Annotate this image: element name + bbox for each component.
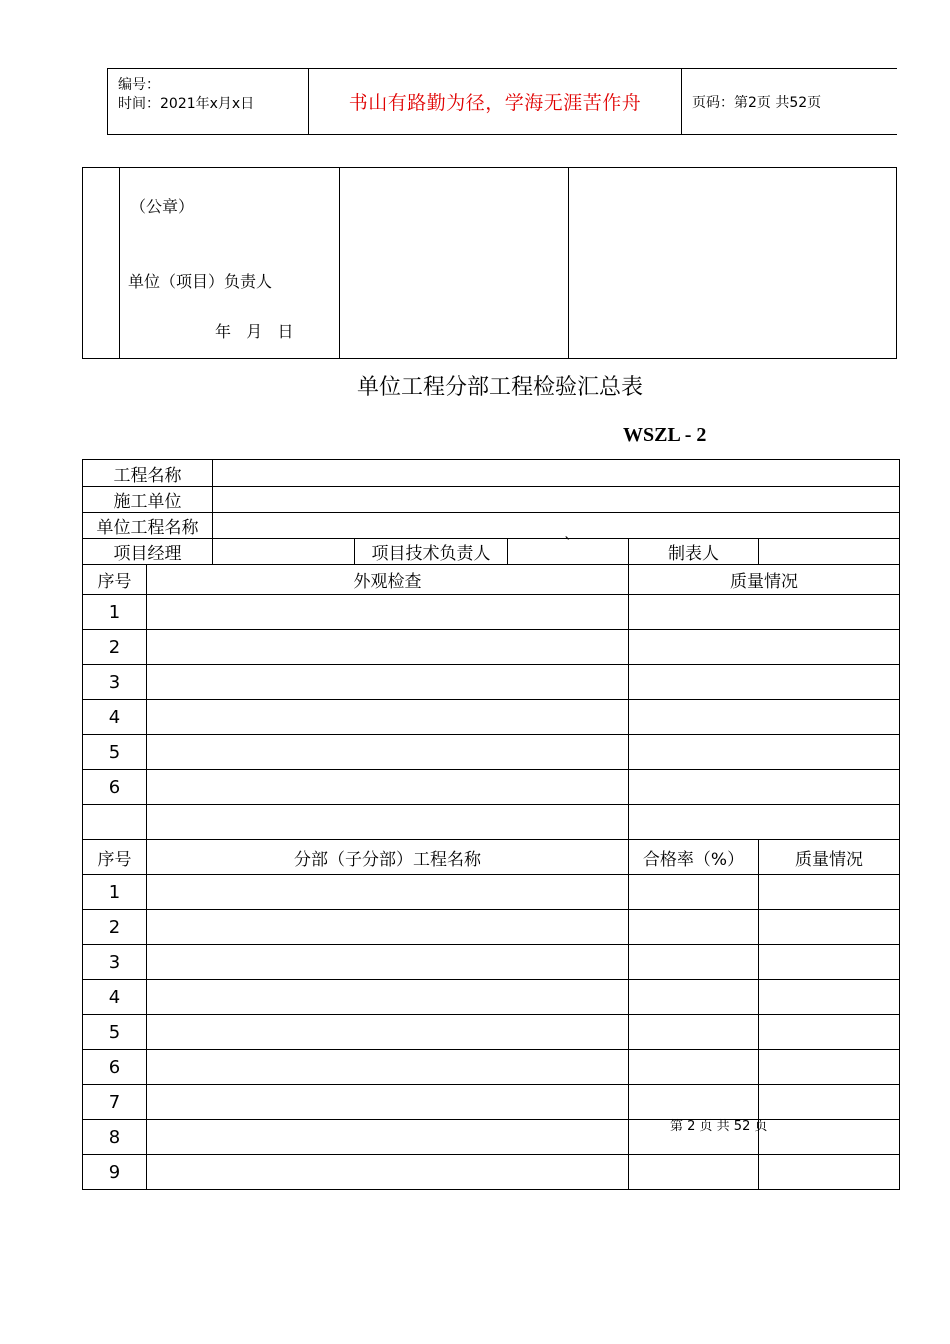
subdivision-quality-cell[interactable]: [759, 875, 900, 910]
appearance-quality-header: 质量情况: [629, 565, 900, 595]
appearance-no-header: 序号: [83, 565, 147, 595]
subdivision-quality-cell[interactable]: [759, 980, 900, 1015]
sig-middle-cell: [340, 168, 569, 359]
preparer-label: 制表人: [629, 539, 759, 565]
subdivision-quality-cell[interactable]: [759, 910, 900, 945]
subdivision-name-cell[interactable]: [147, 1120, 629, 1155]
appearance-quality-cell[interactable]: [629, 770, 900, 805]
table-row: [83, 910, 900, 945]
row-number: 6: [83, 1050, 147, 1085]
appearance-check-cell[interactable]: [147, 595, 629, 630]
row-number: 2: [83, 630, 147, 665]
row-number: 1: [83, 595, 147, 630]
row-number: 2: [83, 910, 147, 945]
appearance-quality-cell[interactable]: [629, 805, 900, 840]
subdivision-name-cell[interactable]: [147, 945, 629, 980]
date-label: 年 月 日: [215, 322, 294, 341]
subdivision-rate-cell[interactable]: [629, 910, 759, 945]
project-manager-label: 项目经理: [83, 539, 213, 565]
subdivision-name-cell[interactable]: [147, 875, 629, 910]
appearance-check-cell[interactable]: [147, 665, 629, 700]
row-number: 4: [83, 700, 147, 735]
subdivision-rate-cell[interactable]: [629, 875, 759, 910]
summary-table: [82, 459, 900, 1190]
row-number: 3: [83, 665, 147, 700]
subdivision-quality-cell[interactable]: [759, 1120, 900, 1155]
form-code: WSZL - 2: [623, 424, 707, 446]
tech-lead-input[interactable]: `: [508, 539, 629, 565]
table-row: [83, 1015, 900, 1050]
subdivision-rate-header: 合格率（%）: [629, 840, 759, 875]
subdivision-no-header: 序号: [83, 840, 147, 875]
subdivision-rate-cell[interactable]: [629, 1050, 759, 1085]
appearance-quality-cell[interactable]: [629, 595, 900, 630]
row-number: 1: [83, 875, 147, 910]
appearance-quality-cell[interactable]: [629, 630, 900, 665]
subdivision-name-header: 分部（子分部）工程名称: [147, 840, 629, 875]
table-row: [83, 595, 900, 630]
table-row: [83, 700, 900, 735]
footer-page-number: 第 2 页 共 52 页: [670, 1119, 768, 1134]
sig-left-cell: [83, 168, 120, 359]
appearance-check-cell[interactable]: [147, 735, 629, 770]
motto: 书山有路勤为径，学海无涯苦作舟: [309, 69, 682, 135]
page-info: 页码：第2页 共52页: [682, 69, 898, 135]
construction-unit-input[interactable]: [213, 487, 900, 513]
construction-unit-label: 施工单位: [83, 487, 213, 513]
subdivision-rate-cell[interactable]: [629, 980, 759, 1015]
subdivision-rate-cell[interactable]: [629, 1015, 759, 1050]
row-number: 5: [83, 735, 147, 770]
subdivision-name-cell[interactable]: [147, 910, 629, 945]
row-number: 3: [83, 945, 147, 980]
table-row: [83, 630, 900, 665]
row-number: 9: [83, 1155, 147, 1190]
subdivision-header-row: [83, 840, 900, 875]
row-number: 7: [83, 1085, 147, 1120]
subdivision-rows: [83, 875, 900, 1190]
appearance-rows: [83, 595, 900, 840]
table-row: [83, 1120, 900, 1155]
unit-project-name-label: 单位工程名称: [83, 513, 213, 539]
form-title: 单位工程分部工程检验汇总表: [356, 375, 643, 400]
table-row: [83, 770, 900, 805]
table-row: [83, 1155, 900, 1190]
subdivision-name-cell[interactable]: [147, 1085, 629, 1120]
document-header: [107, 68, 897, 135]
table-row: [83, 735, 900, 770]
sig-seal-cell: [120, 168, 340, 359]
subdivision-quality-cell[interactable]: [759, 1015, 900, 1050]
appearance-check-cell[interactable]: [147, 630, 629, 665]
table-row: [83, 1050, 900, 1085]
table-row: [83, 805, 900, 840]
project-manager-input[interactable]: [213, 539, 355, 565]
subdivision-quality-header: 质量情况: [759, 840, 900, 875]
subdivision-name-cell[interactable]: [147, 1155, 629, 1190]
sig-right-cell: [569, 168, 897, 359]
unit-project-name-input[interactable]: [213, 513, 900, 539]
subdivision-name-cell[interactable]: [147, 1050, 629, 1085]
row-number: 4: [83, 980, 147, 1015]
table-row: [83, 945, 900, 980]
subdivision-rate-cell[interactable]: [629, 945, 759, 980]
appearance-check-cell[interactable]: [147, 700, 629, 735]
signature-box: [82, 167, 897, 359]
appearance-header-row: [83, 565, 900, 595]
project-name-label: 工程名称: [83, 460, 213, 487]
row-number: [83, 805, 147, 840]
table-row: [83, 980, 900, 1015]
time-label: 时间：2021年x月x日: [118, 95, 255, 112]
appearance-check-header: 外观检查: [147, 565, 629, 595]
seal-label: （公章）: [130, 197, 195, 216]
subdivision-quality-cell[interactable]: [759, 1155, 900, 1190]
table-row: [83, 665, 900, 700]
preparer-input[interactable]: [759, 539, 900, 565]
row-number: 8: [83, 1120, 147, 1155]
subdivision-quality-cell[interactable]: [759, 945, 900, 980]
appearance-check-cell[interactable]: [147, 770, 629, 805]
project-name-input[interactable]: [213, 460, 900, 487]
appearance-quality-cell[interactable]: [629, 700, 900, 735]
subdivision-quality-cell[interactable]: [759, 1085, 900, 1120]
subdivision-rate-cell[interactable]: [629, 1155, 759, 1190]
appearance-quality-cell[interactable]: [629, 735, 900, 770]
tech-lead-label: 项目技术负责人: [355, 539, 508, 565]
row-number: 5: [83, 1015, 147, 1050]
table-row: [83, 875, 900, 910]
leader-label: 单位（项目）负责人: [128, 272, 273, 291]
subdivision-name-cell[interactable]: [147, 1015, 629, 1050]
header-meta: [108, 69, 309, 135]
subdivision-name-cell[interactable]: [147, 980, 629, 1015]
table-row: [83, 1085, 900, 1120]
code-label: 编号：: [118, 76, 160, 93]
appearance-quality-cell[interactable]: [629, 665, 900, 700]
appearance-check-cell[interactable]: [147, 805, 629, 840]
subdivision-quality-cell[interactable]: [759, 1050, 900, 1085]
row-number: 6: [83, 770, 147, 805]
